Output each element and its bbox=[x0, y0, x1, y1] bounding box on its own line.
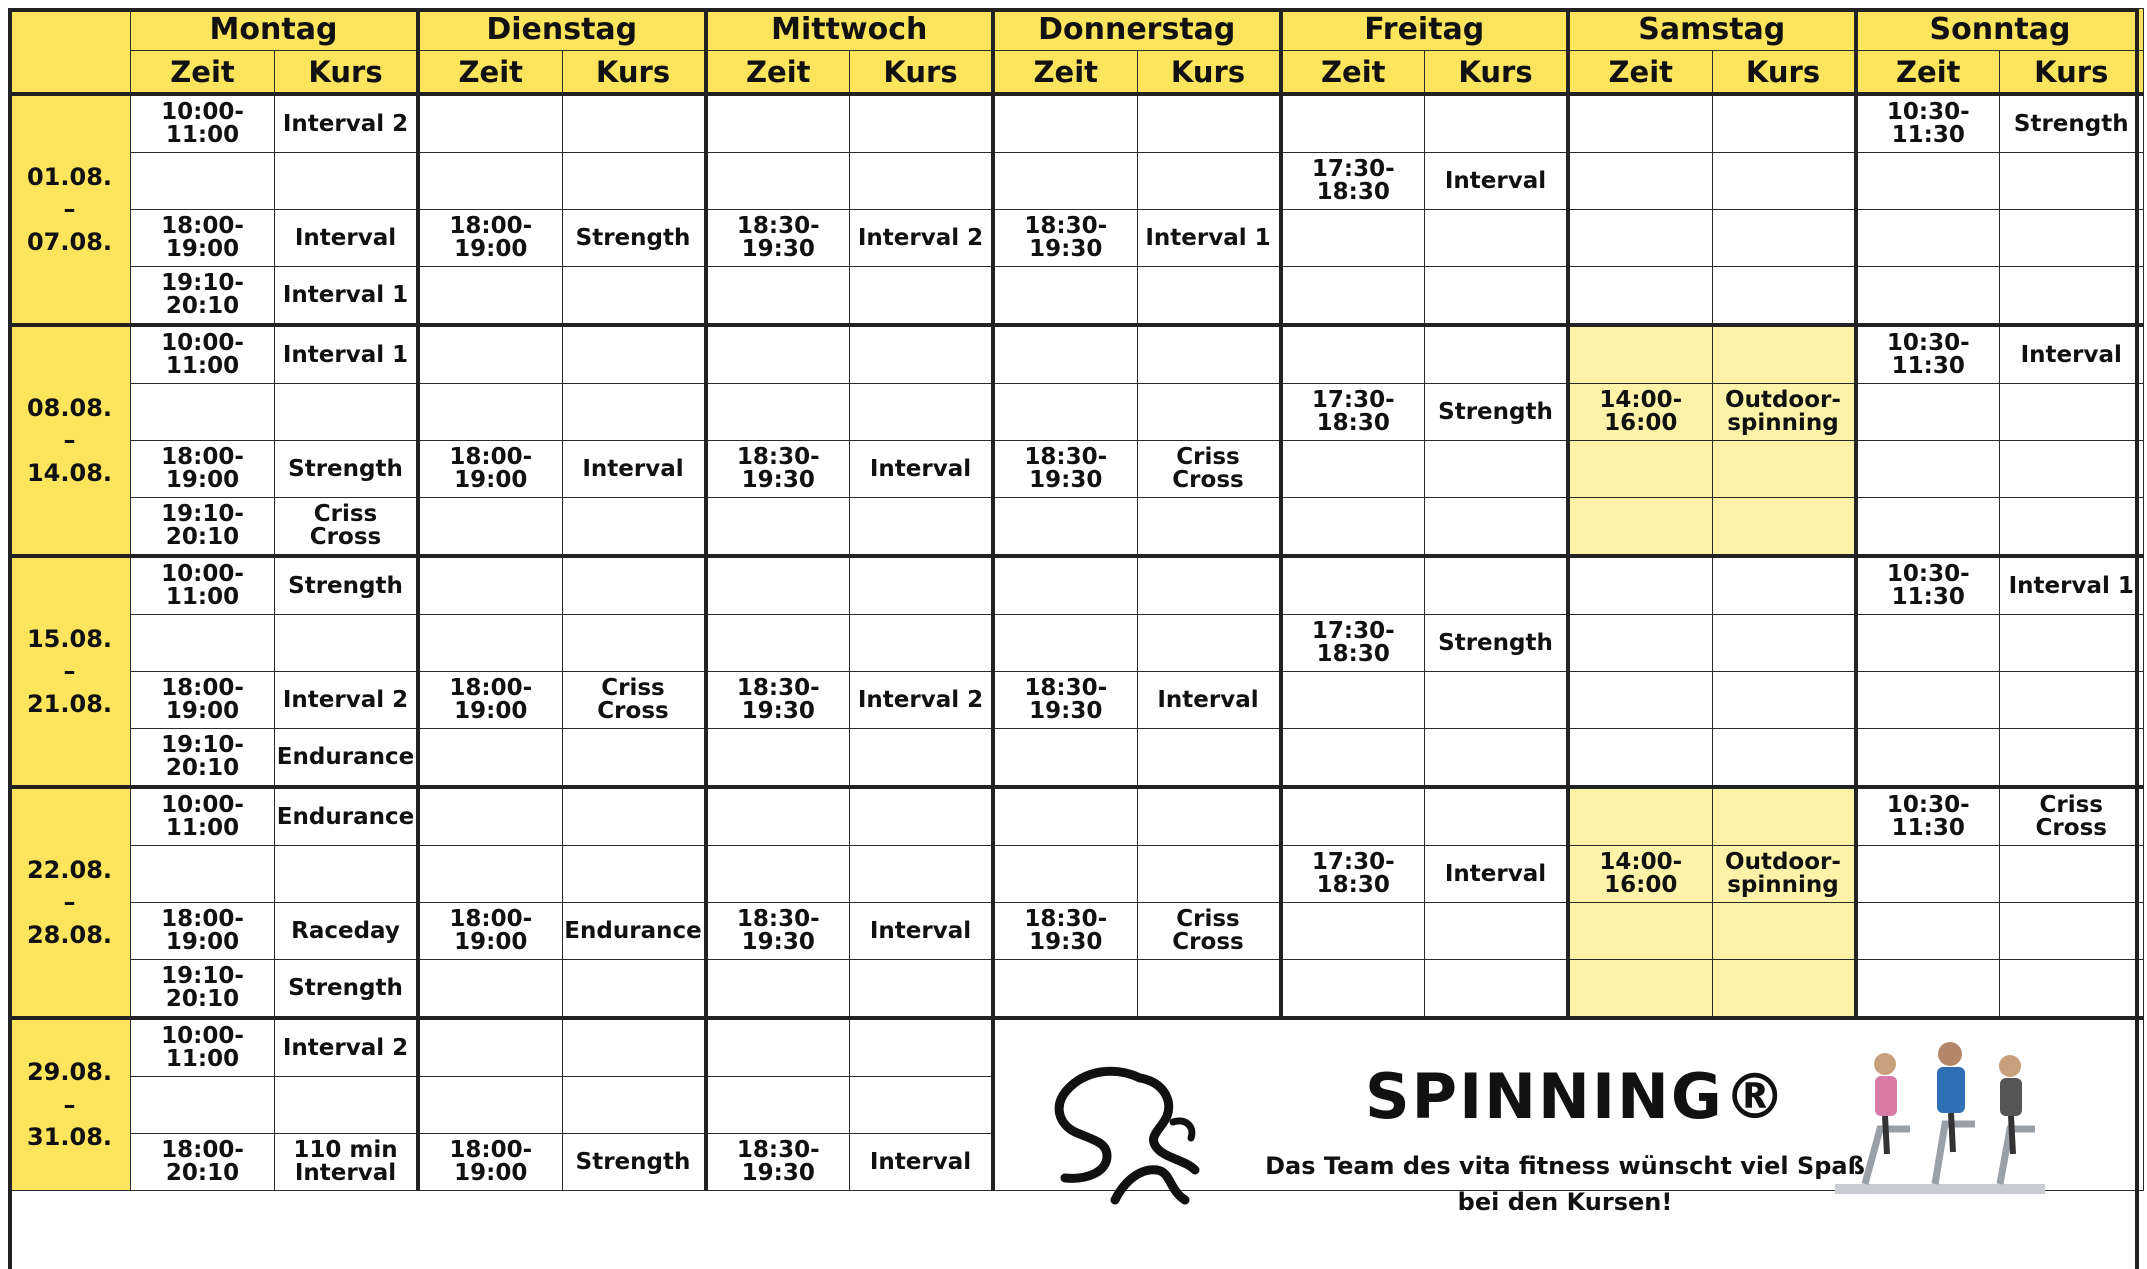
cyclists-image bbox=[1825, 1034, 2055, 1238]
time-cell: 14:00- 16:00 bbox=[1568, 384, 1712, 441]
course-cell bbox=[1137, 729, 1281, 788]
time-cell bbox=[706, 615, 850, 672]
time-cell: 10:30- 11:30 bbox=[1856, 556, 2000, 615]
course-cell bbox=[850, 729, 994, 788]
time-cell bbox=[1568, 210, 1712, 267]
time-cell bbox=[993, 960, 1137, 1019]
time-cell bbox=[1281, 556, 1425, 615]
time-cell: 18:00- 19:00 bbox=[131, 441, 275, 498]
course-cell bbox=[562, 615, 706, 672]
time-cell bbox=[418, 729, 562, 788]
course-cell: Interval 1 bbox=[275, 267, 419, 326]
time-cell bbox=[706, 846, 850, 903]
time-cell: 18:30- 19:30 bbox=[706, 1134, 850, 1191]
course-cell: Endurance bbox=[275, 787, 419, 846]
course-cell bbox=[2000, 498, 2144, 557]
time-cell bbox=[1281, 498, 1425, 557]
time-cell: 17:30- 18:30 bbox=[1281, 615, 1425, 672]
course-cell bbox=[2000, 210, 2144, 267]
time-cell bbox=[131, 846, 275, 903]
time-cell bbox=[1281, 94, 1425, 153]
course-cell bbox=[1137, 787, 1281, 846]
time-cell bbox=[418, 384, 562, 441]
course-cell: Criss Cross bbox=[275, 498, 419, 557]
course-cell bbox=[850, 498, 994, 557]
time-cell bbox=[1281, 787, 1425, 846]
spinning-logo bbox=[1045, 1060, 1215, 1214]
course-cell bbox=[562, 94, 706, 153]
course-cell bbox=[562, 498, 706, 557]
course-cell bbox=[1137, 498, 1281, 557]
course-cell bbox=[2000, 846, 2144, 903]
course-cell bbox=[562, 960, 706, 1019]
day-header: Montag bbox=[131, 9, 419, 51]
course-cell bbox=[850, 846, 994, 903]
time-cell bbox=[1856, 210, 2000, 267]
time-cell: 18:30- 19:30 bbox=[993, 441, 1137, 498]
course-cell bbox=[1425, 672, 1569, 729]
time-cell bbox=[1281, 210, 1425, 267]
time-cell: 18:30- 19:30 bbox=[706, 441, 850, 498]
course-cell: Interval bbox=[850, 903, 994, 960]
course-cell bbox=[2000, 384, 2144, 441]
time-cell: 18:30- 19:30 bbox=[993, 903, 1137, 960]
course-cell: Raceday bbox=[275, 903, 419, 960]
course-cell bbox=[850, 384, 994, 441]
course-cell: Interval bbox=[1137, 672, 1281, 729]
course-cell bbox=[1425, 556, 1569, 615]
time-cell bbox=[993, 384, 1137, 441]
course-cell bbox=[1137, 384, 1281, 441]
course-cell bbox=[1712, 556, 1856, 615]
time-cell bbox=[1856, 267, 2000, 326]
course-cell bbox=[1712, 729, 1856, 788]
course-cell bbox=[562, 1018, 706, 1077]
course-cell: Interval 1 bbox=[275, 325, 419, 384]
time-cell bbox=[418, 498, 562, 557]
course-cell bbox=[275, 846, 419, 903]
course-cell bbox=[2000, 903, 2144, 960]
course-cell bbox=[1712, 210, 1856, 267]
course-cell: Interval 1 bbox=[2000, 556, 2144, 615]
course-cell bbox=[562, 325, 706, 384]
time-cell bbox=[418, 846, 562, 903]
course-cell bbox=[2000, 960, 2144, 1019]
week-range: 15.08. – 21.08. bbox=[9, 556, 131, 787]
time-cell bbox=[418, 1018, 562, 1077]
zeit-header: Zeit bbox=[1856, 51, 2000, 95]
header-corner bbox=[9, 9, 131, 95]
time-cell bbox=[1856, 846, 2000, 903]
time-cell bbox=[993, 498, 1137, 557]
time-cell bbox=[1568, 498, 1712, 557]
course-cell bbox=[2000, 441, 2144, 498]
course-cell bbox=[1712, 441, 1856, 498]
time-cell: 18:00- 20:10 bbox=[131, 1134, 275, 1191]
time-cell bbox=[706, 384, 850, 441]
course-cell: Interval bbox=[2000, 325, 2144, 384]
time-cell bbox=[1568, 960, 1712, 1019]
time-cell bbox=[706, 498, 850, 557]
promo-message: Das Team des vita fitness wünscht viel Spaß bei den Kursen! bbox=[1265, 1152, 1865, 1216]
time-cell bbox=[1856, 960, 2000, 1019]
course-cell bbox=[850, 153, 994, 210]
time-cell: 18:00- 19:00 bbox=[131, 672, 275, 729]
time-cell bbox=[1568, 153, 1712, 210]
time-cell bbox=[1568, 903, 1712, 960]
course-cell: Interval 1 bbox=[1137, 210, 1281, 267]
time-cell bbox=[1568, 556, 1712, 615]
time-cell bbox=[706, 787, 850, 846]
time-cell bbox=[1568, 672, 1712, 729]
course-cell bbox=[1712, 787, 1856, 846]
time-cell: 18:00- 19:00 bbox=[418, 1134, 562, 1191]
time-cell bbox=[418, 267, 562, 326]
time-cell bbox=[1281, 729, 1425, 788]
course-cell bbox=[562, 267, 706, 326]
course-cell bbox=[850, 556, 994, 615]
time-cell bbox=[1856, 903, 2000, 960]
time-cell bbox=[418, 960, 562, 1019]
time-cell bbox=[706, 556, 850, 615]
time-cell: 18:00- 19:00 bbox=[418, 903, 562, 960]
time-cell: 10:00- 11:00 bbox=[131, 1018, 275, 1077]
course-cell bbox=[275, 615, 419, 672]
time-cell: 18:00- 19:00 bbox=[418, 210, 562, 267]
course-cell bbox=[1425, 498, 1569, 557]
course-cell: Interval bbox=[850, 441, 994, 498]
time-cell bbox=[993, 729, 1137, 788]
time-cell bbox=[131, 615, 275, 672]
course-cell bbox=[1137, 846, 1281, 903]
time-cell bbox=[418, 153, 562, 210]
course-cell bbox=[1137, 153, 1281, 210]
zeit-header: Zeit bbox=[1281, 51, 1425, 95]
course-cell bbox=[1137, 556, 1281, 615]
course-cell: Criss Cross bbox=[1137, 903, 1281, 960]
time-cell bbox=[993, 787, 1137, 846]
time-cell: 10:30- 11:30 bbox=[1856, 325, 2000, 384]
course-cell: Strength bbox=[2000, 94, 2144, 153]
day-header: Sonntag bbox=[1856, 9, 2144, 51]
zeit-header: Zeit bbox=[418, 51, 562, 95]
course-cell bbox=[2000, 615, 2144, 672]
course-cell: Strength bbox=[275, 441, 419, 498]
course-cell bbox=[850, 1077, 994, 1134]
time-cell: 18:30- 19:30 bbox=[993, 210, 1137, 267]
time-cell bbox=[706, 1077, 850, 1134]
course-cell: Criss Cross bbox=[1137, 441, 1281, 498]
course-cell bbox=[275, 1077, 419, 1134]
time-cell bbox=[418, 1077, 562, 1134]
day-header: Freitag bbox=[1281, 9, 1569, 51]
course-cell: Endurance bbox=[562, 903, 706, 960]
course-cell bbox=[850, 615, 994, 672]
course-cell bbox=[275, 153, 419, 210]
time-cell bbox=[1856, 384, 2000, 441]
time-cell bbox=[1568, 615, 1712, 672]
time-cell: 18:30- 19:30 bbox=[993, 672, 1137, 729]
course-cell bbox=[1712, 672, 1856, 729]
course-cell: Interval bbox=[562, 441, 706, 498]
course-cell bbox=[562, 1077, 706, 1134]
course-cell bbox=[1712, 498, 1856, 557]
time-cell: 10:00- 11:00 bbox=[131, 325, 275, 384]
day-header: Mittwoch bbox=[706, 9, 994, 51]
time-cell bbox=[418, 787, 562, 846]
time-cell: 17:30- 18:30 bbox=[1281, 846, 1425, 903]
promo-panel bbox=[993, 1018, 2143, 1216]
time-cell bbox=[1568, 267, 1712, 326]
course-cell bbox=[1425, 210, 1569, 267]
time-cell bbox=[993, 556, 1137, 615]
time-cell: 18:30- 19:30 bbox=[706, 903, 850, 960]
time-cell bbox=[706, 94, 850, 153]
time-cell: 18:00- 19:00 bbox=[131, 210, 275, 267]
week-range: 01.08. – 07.08. bbox=[9, 94, 131, 325]
course-cell bbox=[1712, 153, 1856, 210]
time-cell: 10:30- 11:30 bbox=[1856, 787, 2000, 846]
time-cell bbox=[131, 1077, 275, 1134]
time-cell: 17:30- 18:30 bbox=[1281, 153, 1425, 210]
course-cell bbox=[2000, 729, 2144, 788]
time-cell: 10:30- 11:30 bbox=[1856, 94, 2000, 153]
time-cell bbox=[1568, 787, 1712, 846]
zeit-header: Zeit bbox=[131, 51, 275, 95]
time-cell bbox=[1281, 325, 1425, 384]
time-cell: 18:00- 19:00 bbox=[418, 441, 562, 498]
course-cell bbox=[1425, 325, 1569, 384]
course-cell: Strength bbox=[1425, 384, 1569, 441]
course-cell: Interval bbox=[1425, 153, 1569, 210]
course-cell bbox=[850, 325, 994, 384]
time-cell bbox=[993, 94, 1137, 153]
time-cell: 19:10- 20:10 bbox=[131, 498, 275, 557]
time-cell bbox=[1281, 267, 1425, 326]
course-cell: 110 min Interval bbox=[275, 1134, 419, 1191]
time-cell bbox=[706, 325, 850, 384]
time-cell bbox=[1856, 498, 2000, 557]
course-cell bbox=[1137, 960, 1281, 1019]
course-cell bbox=[562, 384, 706, 441]
day-header: Samstag bbox=[1568, 9, 1856, 51]
time-cell: 10:00- 11:00 bbox=[131, 94, 275, 153]
week-range: 22.08. – 28.08. bbox=[9, 787, 131, 1018]
kurs-header: Kurs bbox=[1137, 51, 1281, 95]
course-cell bbox=[1425, 94, 1569, 153]
course-cell: Criss Cross bbox=[562, 672, 706, 729]
course-cell bbox=[850, 94, 994, 153]
course-cell bbox=[562, 729, 706, 788]
time-cell bbox=[1568, 441, 1712, 498]
course-cell bbox=[850, 267, 994, 326]
course-cell bbox=[1137, 94, 1281, 153]
time-cell bbox=[706, 1018, 850, 1077]
week-range: 08.08. – 14.08. bbox=[9, 325, 131, 556]
time-cell bbox=[706, 153, 850, 210]
kurs-header: Kurs bbox=[562, 51, 706, 95]
course-cell: Interval bbox=[850, 1134, 994, 1191]
course-cell bbox=[850, 787, 994, 846]
time-cell bbox=[706, 729, 850, 788]
course-cell: Endurance bbox=[275, 729, 419, 788]
course-cell: Strength bbox=[562, 1134, 706, 1191]
time-cell: 18:30- 19:30 bbox=[706, 672, 850, 729]
time-cell bbox=[993, 267, 1137, 326]
course-cell: Interval bbox=[1425, 846, 1569, 903]
time-cell bbox=[1281, 441, 1425, 498]
zeit-header: Zeit bbox=[993, 51, 1137, 95]
course-cell: Strength bbox=[562, 210, 706, 267]
time-cell: 19:10- 20:10 bbox=[131, 960, 275, 1019]
kurs-header: Kurs bbox=[1712, 51, 1856, 95]
course-cell bbox=[1712, 267, 1856, 326]
course-cell: Interval 2 bbox=[850, 210, 994, 267]
time-cell bbox=[1568, 94, 1712, 153]
day-header: Dienstag bbox=[418, 9, 706, 51]
course-cell: Strength bbox=[1425, 615, 1569, 672]
time-cell bbox=[418, 556, 562, 615]
time-cell bbox=[1568, 325, 1712, 384]
schedule-table bbox=[8, 8, 2144, 1216]
time-cell: 10:00- 11:00 bbox=[131, 787, 275, 846]
brand-title: SPINNING® bbox=[1365, 1060, 1788, 1133]
zeit-header: Zeit bbox=[1568, 51, 1712, 95]
kurs-header: Kurs bbox=[2000, 51, 2144, 95]
zeit-header: Zeit bbox=[706, 51, 850, 95]
time-cell bbox=[993, 153, 1137, 210]
time-cell bbox=[131, 153, 275, 210]
time-cell: 17:30- 18:30 bbox=[1281, 384, 1425, 441]
time-cell: 14:00- 16:00 bbox=[1568, 846, 1712, 903]
course-cell: Interval bbox=[275, 210, 419, 267]
time-cell bbox=[706, 960, 850, 1019]
time-cell bbox=[418, 94, 562, 153]
time-cell bbox=[706, 267, 850, 326]
course-cell bbox=[2000, 267, 2144, 326]
time-cell bbox=[131, 384, 275, 441]
course-cell bbox=[1712, 325, 1856, 384]
course-cell bbox=[1712, 903, 1856, 960]
week-range: 29.08. – 31.08. bbox=[9, 1018, 131, 1191]
time-cell: 19:10- 20:10 bbox=[131, 267, 275, 326]
course-cell bbox=[1425, 960, 1569, 1019]
time-cell bbox=[418, 615, 562, 672]
day-header: Donnerstag bbox=[993, 9, 1281, 51]
course-cell: Strength bbox=[275, 556, 419, 615]
time-cell bbox=[1856, 153, 2000, 210]
time-cell bbox=[1281, 672, 1425, 729]
course-cell bbox=[2000, 153, 2144, 210]
time-cell bbox=[418, 325, 562, 384]
course-cell: Outdoor- spinning bbox=[1712, 384, 1856, 441]
course-cell bbox=[1712, 960, 1856, 1019]
course-cell bbox=[1425, 267, 1569, 326]
time-cell bbox=[1856, 615, 2000, 672]
time-cell bbox=[1281, 903, 1425, 960]
course-cell bbox=[850, 1018, 994, 1077]
course-cell: Interval 2 bbox=[275, 94, 419, 153]
time-cell bbox=[1856, 729, 2000, 788]
course-cell bbox=[562, 556, 706, 615]
course-cell: Interval 2 bbox=[275, 1018, 419, 1077]
time-cell: 10:00- 11:00 bbox=[131, 556, 275, 615]
course-cell bbox=[275, 384, 419, 441]
course-cell bbox=[1137, 267, 1281, 326]
kurs-header: Kurs bbox=[1425, 51, 1569, 95]
kurs-header: Kurs bbox=[850, 51, 994, 95]
course-cell bbox=[1137, 325, 1281, 384]
time-cell bbox=[993, 325, 1137, 384]
course-cell bbox=[1712, 94, 1856, 153]
course-cell bbox=[1425, 441, 1569, 498]
time-cell bbox=[1568, 729, 1712, 788]
time-cell bbox=[993, 846, 1137, 903]
kurs-header: Kurs bbox=[275, 51, 419, 95]
course-cell bbox=[1425, 729, 1569, 788]
course-cell bbox=[1425, 787, 1569, 846]
course-cell bbox=[562, 153, 706, 210]
time-cell bbox=[1856, 441, 2000, 498]
course-cell: Strength bbox=[275, 960, 419, 1019]
course-cell bbox=[1137, 615, 1281, 672]
time-cell: 18:30- 19:30 bbox=[706, 210, 850, 267]
course-cell: Interval 2 bbox=[275, 672, 419, 729]
course-cell bbox=[562, 846, 706, 903]
course-cell bbox=[850, 960, 994, 1019]
time-cell bbox=[1281, 960, 1425, 1019]
course-cell bbox=[1425, 903, 1569, 960]
course-cell bbox=[562, 787, 706, 846]
time-cell: 18:00- 19:00 bbox=[131, 903, 275, 960]
time-cell: 18:00- 19:00 bbox=[418, 672, 562, 729]
time-cell bbox=[993, 615, 1137, 672]
course-cell bbox=[1712, 615, 1856, 672]
course-cell: Outdoor- spinning bbox=[1712, 846, 1856, 903]
time-cell: 19:10- 20:10 bbox=[131, 729, 275, 788]
course-cell: Criss Cross bbox=[2000, 787, 2144, 846]
course-cell: Interval 2 bbox=[850, 672, 994, 729]
course-cell bbox=[2000, 672, 2144, 729]
time-cell bbox=[1856, 672, 2000, 729]
